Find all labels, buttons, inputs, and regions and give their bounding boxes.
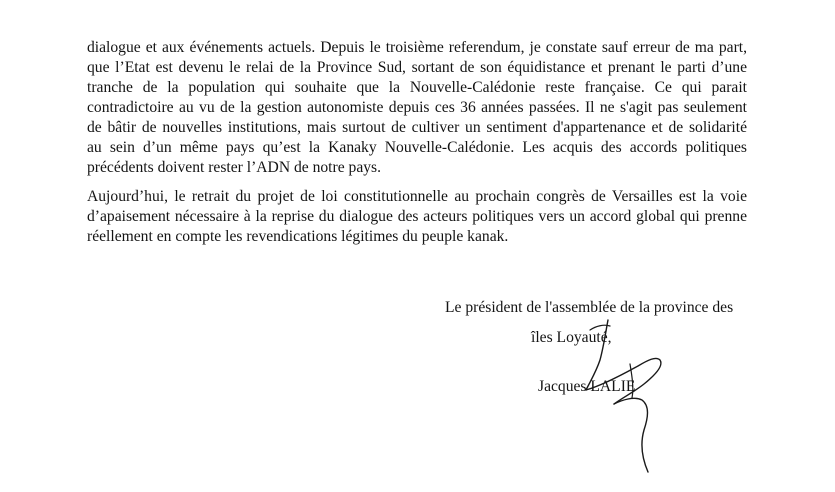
paragraph-1-line: de bâtir de nouvelles institutions, mais surtout de cultiver un sentiment d'appartenance et de solidarité [87, 119, 747, 136]
body-paragraph-1 [87, 38, 747, 178]
signatory-name: Jacques LALIE [538, 378, 636, 395]
signatory-title-line-2: îles Loyauté, [531, 329, 612, 346]
paragraph-1-line: contradictoire au vu de la gestion autonomiste depuis ces 36 années passées. Il ne s'agit pas seulement [87, 99, 747, 116]
paragraph-1-line: précédents doivent rester l’ADN de notre pays. [87, 159, 382, 176]
paragraph-1-line: au sein d’un même pays qu’est la Kanaky Nouvelle-Calédonie. Les acquis des accords politiques [87, 139, 747, 156]
paragraph-2-line: réellement en compte les revendications légitimes du peuple kanak. [87, 228, 509, 245]
paragraph-2-line: d’apaisement nécessaire à la reprise du dialogue des acteurs politiques vers un accord global qui prenne [87, 208, 747, 225]
paragraph-1-line: dialogue et aux événements actuels. Depuis le troisième referendum, je constate sauf erreur de ma part, [87, 39, 747, 56]
signatory-title-line-1: Le président de l'assemblée de la province des [445, 299, 734, 316]
paragraph-1-line: que l’Etat est devenu le relai de la Province Sud, sortant de son équidistance et prenant le parti d’une [87, 59, 747, 76]
body-paragraph-2 [87, 187, 747, 247]
paragraph-2-line: Aujourd’hui, le retrait du projet de loi constitutionnelle au prochain congrès de Versailles est la voie [87, 188, 747, 205]
paragraph-1-line: tranche de la population qui souhaite que la Nouvelle-Calédonie reste française. Ce qui parait [87, 79, 747, 96]
